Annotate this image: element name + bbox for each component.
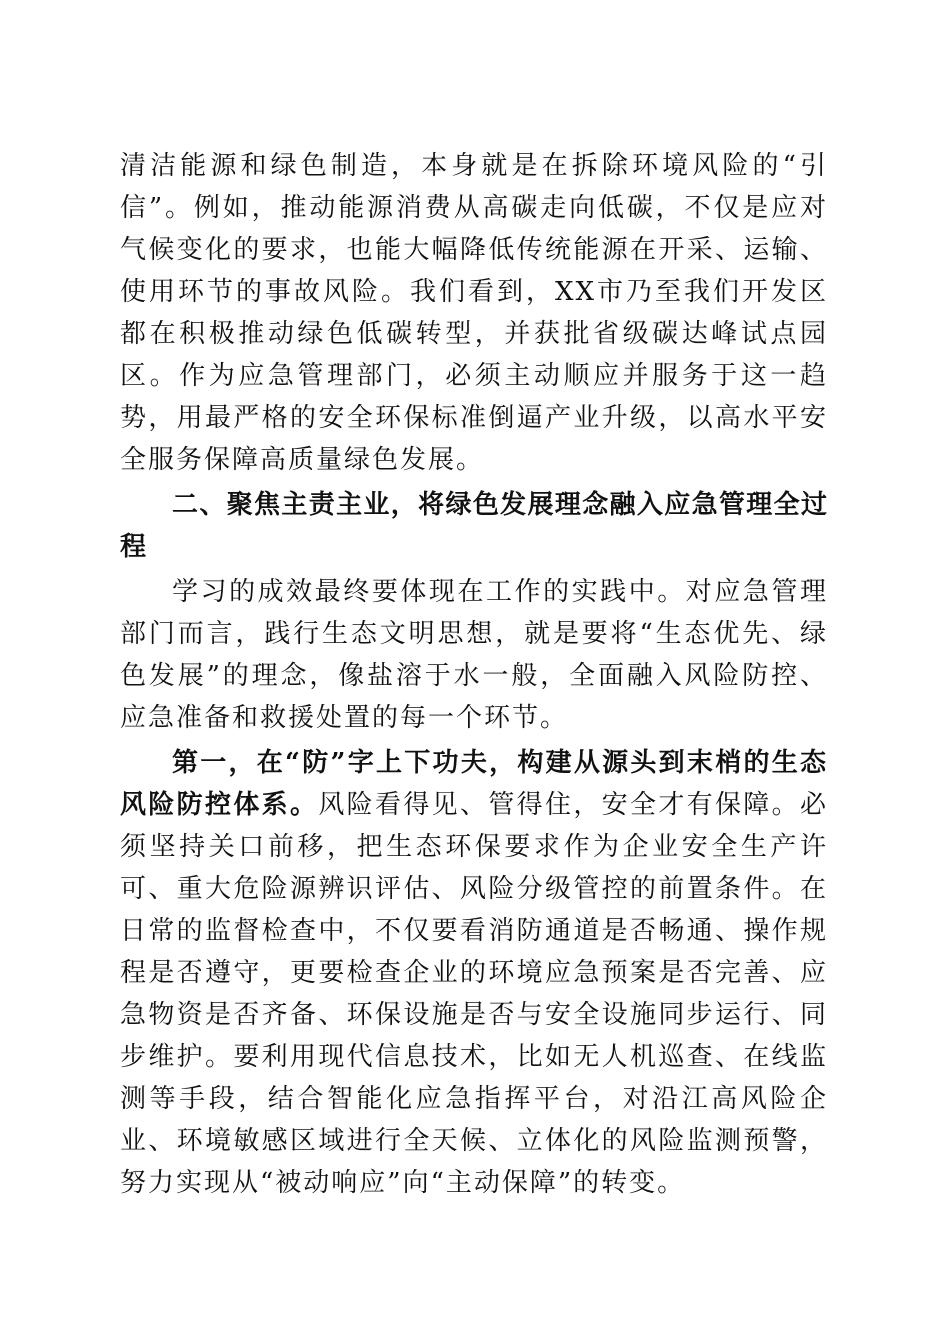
paragraph-first-point (120, 742, 828, 1204)
section-heading: 二、聚焦主责主业，将绿色发展理念融入应急管理全过程 (120, 490, 828, 562)
paragraph-intro: 学习的成效最终要体现在工作的实践中。对应急管理部门而言，践行生态文明思想，就是要将“生态优先、绿色发展”的理念，像盐溶于水一般，全面融入风险防控、应急准备和救援处置的每一个环节。 (120, 577, 828, 733)
paragraph-continuation: 清洁能源和绿色制造，本身就是在拆除环境风险的“引信”。例如，推动能源消费从高碳走向低碳，不仅是应对气候变化的要求，也能大幅降低传统能源在开采、运输、使用环节的事故风险。我们看到，XX市乃至我们开发区都在积极推动绿色低碳转型，并获批省级碳达峰试点园区。作为应急管理部门，必须主动顺应并服务于这一趋势，用最严格的安全环保标准倒逼产业升级，以高水平安全服务保障高质量绿色发展。 (120, 151, 828, 475)
document-body (120, 145, 828, 1207)
paragraph-body-text: 风险看得见、管得住，安全才有保障。必须坚持关口前移，把生态环保要求作为企业安全生产许可、重大危险源辨识评估、风险分级管控的前置条件。在日常的监督检查中，不仅要看消防通道是否畅通、操作规程是否遵守，更要检查企业的环境应急预案是否完善、应急物资是否齐备、环保设施是否与安全设施同步运行、同步维护。要利用现代信息技术，比如无人机巡查、在线监测等手段，结合智能化应急指挥平台，对沿江高风险企业、环境敏感区域进行全天候、立体化的风险监测预警，努力实现从“被动响应”向“主动保障”的转变。 (120, 790, 828, 1198)
paragraph-lead-sentence: 第一，在“防”字上下功夫，构建从源头到末梢的生态风险防控体系。 (120, 748, 828, 820)
